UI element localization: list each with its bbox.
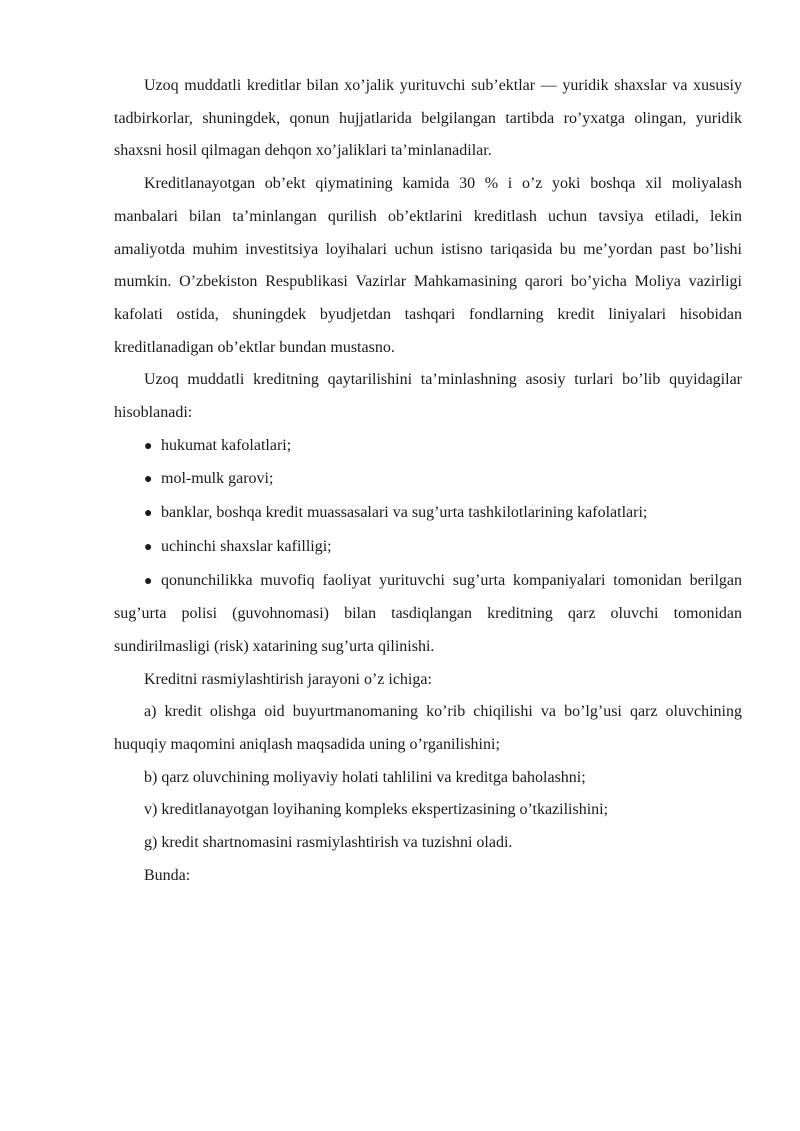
steps-list [114, 696, 742, 860]
paragraph-long-term-credit-recipients: Uzoq muddatli kreditlar bilan xo’jalik yurituvchi sub’ektlar — yuridik shaxslar va xususiy tadbirkorlar, shuningdek, qonun hujjatlarida belgilangan tartibda ro’yxatga olingan, yuridik shaxsni hosil qilmagan dehqon xo’jaliklari ta’minlanadilar. [114, 77, 742, 160]
list-item: a) kredit olishga oid buyurtmanomaning ko’rib chiqilishi va bo’lg’usi qarz oluvchining huquqiy maqomini aniqlash maqsadida uning o’rganilishini; [114, 703, 742, 754]
paragraph-bunda: Bunda: [144, 866, 191, 884]
list-item [114, 565, 742, 664]
list-item [114, 497, 742, 531]
list-item-text: hukumat kafolatlari; [161, 436, 292, 454]
bullet-icon: ● [144, 438, 153, 454]
paragraph-credit-process-intro: Kreditni rasmiylashtirish jarayoni o’z ichiga: [144, 670, 432, 688]
list-item-text: banklar, boshqa kredit muassasalari va sug’urta tashkilotlarining kafolatlari; [161, 504, 648, 522]
bullet-list [114, 430, 742, 664]
paragraph-financing-share: Kreditlanayotgan ob’ekt qiymatining kamida 30 % i o’z yoki boshqa xil moliyalash manbalari bilan ta’minlangan qurilish ob’ektlarini kreditlash uchun tavsiya etiladi, lekin amaliyotda muhim investitsiya loyihalari uchun istisno tariqasida bu me’yordan past bo’lishi mumkin. O’zbekiston Respublikasi Vazirlar Mahkamasining qarori bo’yicha Moliya vazirligi kafolati ostida, shuningdek byudjetdan tashqari fondlarning kredit liniyalari hisobidan kreditlanadigan ob’ektlar bundan mustasno. [114, 175, 742, 356]
bullet-icon: ● [144, 506, 153, 522]
bullet-icon: ● [144, 472, 153, 488]
list-item [114, 430, 742, 464]
document-page [114, 70, 742, 893]
list-item: b) qarz oluvchining moliyaviy holati tahlilini va kreditga baholashni; [144, 768, 586, 786]
list-item-text: qonunchilikka muvofiq faoliyat yurituvchi sug’urta kompaniyalari tomonidan berilgan sug’urta polisi (guvohnomasi) bilan tasdiqlangan kreditning qarz oluvchi tomonidan sundirilmasligi (risk) xatarining sug’urta qilinishi. [114, 571, 742, 655]
list-item: g) kredit shartnomasini rasmiylashtirish va tuzishni oladi. [144, 834, 513, 852]
list-item-text: mol-mulk garovi; [161, 470, 274, 488]
bullet-icon: ● [144, 539, 153, 555]
list-item [114, 463, 742, 497]
bullet-icon: ● [144, 573, 153, 589]
paragraph-repayment-types-intro: Uzoq muddatli kreditning qaytarilishini ta’minlashning asosiy turlari bo’lib quyidagilar hisoblanadi: [114, 371, 742, 422]
list-item-text: uchinchi shaxslar kafilligi; [161, 537, 332, 555]
list-item: v) kreditlanayotgan loyihaning kompleks ekspertizasining o’tkazilishini; [144, 801, 609, 819]
list-item [114, 531, 742, 565]
